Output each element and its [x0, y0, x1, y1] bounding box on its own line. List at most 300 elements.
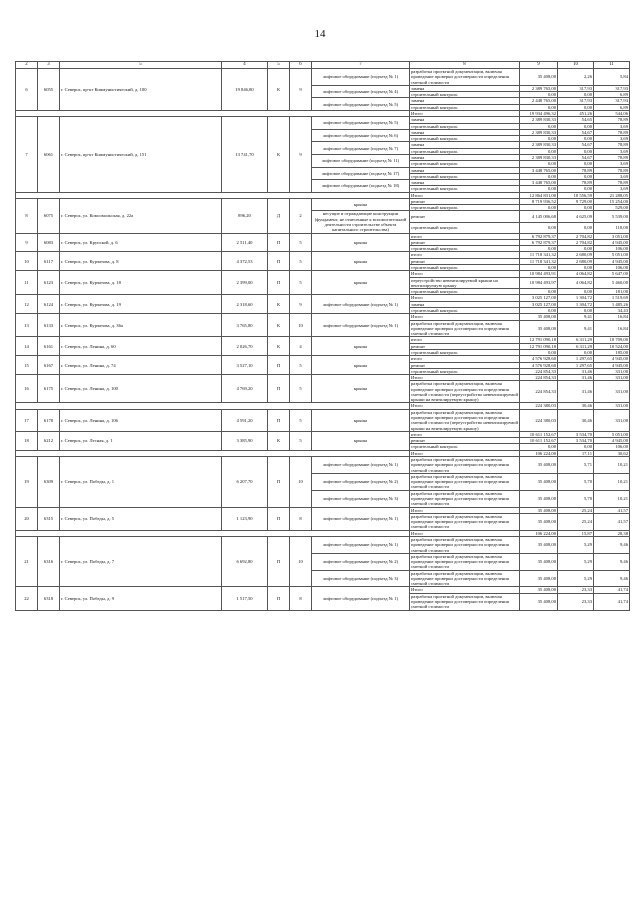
- building-address: г. Северск, ул. Победы, д. 1: [60, 457, 222, 508]
- service-description: строительный контроль: [410, 444, 520, 450]
- building-type: К: [268, 337, 290, 356]
- building-area: 4 769,20: [222, 375, 268, 403]
- building-id: 6167: [38, 356, 60, 375]
- building-id: 6123: [38, 271, 60, 295]
- service-description: строительный контроль: [410, 123, 520, 129]
- unit-cost-value: 0,00: [558, 265, 594, 271]
- service-description: ремонт: [410, 438, 520, 444]
- building-floors: 10: [290, 536, 312, 587]
- unit-cost-value: 0,00: [558, 289, 594, 295]
- service-description: разработка проектной документации, включая проведение проверки достоверности определения сметной стоимости: [410, 570, 520, 587]
- unit-cost-value: 2,26: [558, 69, 594, 86]
- cost-value: 12 791 090,18: [520, 343, 558, 349]
- cost-value: 35 408,00: [520, 69, 558, 86]
- building-id: 6178: [38, 409, 60, 431]
- cost-value: 4 576 928,60: [520, 362, 558, 368]
- unit-cost-value: 0,00: [558, 307, 594, 313]
- limit-cost-value: 16,84: [594, 320, 630, 337]
- header-cell: 8: [410, 62, 520, 69]
- cost-value: 6 792 879,37: [520, 233, 558, 239]
- service-description: ремонт: [410, 211, 520, 222]
- building-floors: 5: [290, 233, 312, 252]
- unit-cost-value: 0,00: [558, 136, 594, 142]
- unit-cost-value: 9,41: [558, 320, 594, 337]
- building-area: 4 372,53: [222, 252, 268, 271]
- building-address: г. Северск, ул. Комсомольская, д. 22а: [60, 198, 222, 233]
- building-area: 1 517,50: [222, 587, 268, 610]
- unit-cost-value: 0,00: [558, 161, 594, 167]
- limit-cost-value: 529,00: [594, 205, 630, 211]
- building-floors: 5: [290, 431, 312, 450]
- building-type: П: [268, 587, 290, 610]
- cost-value: 224 380,03: [520, 409, 558, 431]
- building-id: 6083: [38, 233, 60, 252]
- building-floors: 8: [290, 507, 312, 530]
- cost-value: 35 408,00: [520, 320, 558, 337]
- work-type: лифтовое оборудование (подъезд № 5): [312, 98, 410, 111]
- unit-cost-value: 2 704,82: [558, 233, 594, 239]
- cost-value: 0,00: [520, 92, 558, 98]
- limit-cost-value: 3,69: [594, 136, 630, 142]
- service-description: ремонт: [410, 198, 520, 204]
- limit-cost-value: 331,00: [594, 368, 630, 374]
- cost-value: 0,00: [520, 136, 558, 142]
- work-type: лифтовое оборудование (подъезд № 1): [312, 507, 410, 530]
- service-description: Итого: [410, 295, 520, 301]
- limit-cost-value: 3,69: [594, 123, 630, 129]
- building-type: К: [268, 431, 290, 450]
- limit-cost-value: 118,00: [594, 222, 630, 233]
- building-area: 896,20: [222, 198, 268, 233]
- cost-value: 0,00: [520, 349, 558, 355]
- cost-value: 12 791 090,18: [520, 337, 558, 343]
- work-type: лифтовое оборудование (подъезд № 2): [312, 473, 410, 490]
- work-type: лифтовое оборудование (подъезд № 2): [312, 553, 410, 570]
- work-type: несущие и ограждающие конструкции (фундамент, не отнесенные к вспомогательной деятельности строительстве объекта капитального строительства): [312, 211, 410, 233]
- service-description: ремонт: [410, 258, 520, 264]
- row-number: 22: [16, 587, 38, 610]
- service-description: строительный контроль: [410, 246, 520, 252]
- row-number: 15: [16, 356, 38, 375]
- header-cell: 6: [290, 62, 312, 69]
- building-area: 1 123,90: [222, 507, 268, 530]
- table-header-row: [16, 62, 630, 69]
- service-description: строительный контроль: [410, 265, 520, 271]
- service-description: замена: [410, 129, 520, 135]
- work-type: лифтовое оборудование (подъезд № 3): [312, 570, 410, 587]
- service-description: разработка проектной документации, включая проведение проверки достоверности определения сметной стоимости: [410, 536, 520, 553]
- header-cell: 7: [312, 62, 410, 69]
- cost-value: 3 025 127,00: [520, 295, 558, 301]
- row-number: 9: [16, 233, 38, 252]
- building-id: 6309: [38, 457, 60, 508]
- unit-cost-value: 23,33: [558, 587, 594, 593]
- unit-cost-value: 3 534,70: [558, 431, 594, 437]
- header-cell: 9: [520, 62, 558, 69]
- building-type: К: [268, 117, 290, 192]
- service-description: итого: [410, 252, 520, 258]
- work-type: лифтовое оборудование (подъезд № 3): [312, 490, 410, 507]
- unit-cost-value: 78,89: [558, 167, 594, 173]
- building-type: Д: [268, 198, 290, 233]
- service-description: замена: [410, 301, 520, 307]
- cost-value: 3 448 765,00: [520, 167, 558, 173]
- unit-cost-value: 31,46: [558, 381, 594, 403]
- building-area: 2 318,60: [222, 295, 268, 314]
- service-description: ремонт: [410, 239, 520, 245]
- work-type: крыша: [312, 431, 410, 450]
- building-address: г. Северск, ул. Ленина, д. 74: [60, 356, 222, 375]
- cost-value: 0,00: [520, 444, 558, 450]
- total-cost: 106 224,00: [520, 450, 558, 456]
- cost-value: 0,00: [520, 222, 558, 233]
- service-description: замена: [410, 142, 520, 148]
- limit-cost-value: 106,00: [594, 246, 630, 252]
- unit-cost-value: 0,00: [558, 246, 594, 252]
- unit-cost-value: 54,67: [558, 142, 594, 148]
- header-cell: 10: [558, 62, 594, 69]
- row-number: 10: [16, 252, 38, 271]
- cost-value: 0,00: [520, 246, 558, 252]
- cost-value: 0,00: [520, 205, 558, 211]
- cost-value: 10 611 152,67: [520, 438, 558, 444]
- service-description: замена: [410, 154, 520, 160]
- building-address: г. Северск, ул. Победы, д. 7: [60, 536, 222, 587]
- building-floors: 9: [290, 295, 312, 314]
- building-floors: 5: [290, 356, 312, 375]
- unit-cost-value: 9 729,00: [558, 198, 594, 204]
- row-number: 21: [16, 536, 38, 587]
- cost-value: 35 408,00: [520, 473, 558, 490]
- building-floors: 10: [290, 314, 312, 337]
- service-description: разработка проектной документации, включая проведение проверки достоверности определения сметной стоимости: [410, 513, 520, 530]
- building-floors: 5: [290, 252, 312, 271]
- building-area: 2 399,00: [222, 271, 268, 295]
- service-description: Итого: [410, 507, 520, 513]
- cost-value: 8 719 936,52: [520, 198, 558, 204]
- service-description: Итого: [410, 314, 520, 320]
- service-description: замена: [410, 85, 520, 91]
- limit-cost-value: 1 519,69: [594, 295, 630, 301]
- unit-cost-value: 5,71: [558, 457, 594, 474]
- service-description: строительный контроль: [410, 186, 520, 192]
- building-type: П: [268, 271, 290, 295]
- cost-value: 0,00: [520, 123, 558, 129]
- cost-value: 224 854,33: [520, 375, 558, 381]
- row-number: 13: [16, 314, 38, 337]
- building-floors: 9: [290, 69, 312, 111]
- limit-cost-value: 5 460,00: [594, 277, 630, 289]
- cost-value: 0,00: [520, 186, 558, 192]
- building-floors: 4: [290, 337, 312, 356]
- building-floors: 8: [290, 587, 312, 610]
- unit-cost-value: 6 311,29: [558, 343, 594, 349]
- work-type: лифтовое оборудование (подъезд № 4): [312, 85, 410, 98]
- building-type: П: [268, 507, 290, 530]
- service-description: разработка проектной документации, включая проведение проверки достоверности определения сметной стоимости: [410, 320, 520, 337]
- unit-cost-value: 2 680,09: [558, 258, 594, 264]
- limit-cost-value: 41,57: [594, 507, 630, 513]
- limit-cost-value: 78,89: [594, 167, 630, 173]
- unit-cost-value: 5,70: [558, 490, 594, 507]
- unit-cost-value: 1 304,72: [558, 301, 594, 307]
- building-address: г. Северск, ул. Курчатова, д. 18: [60, 271, 222, 295]
- building-area: 6 207,70: [222, 457, 268, 508]
- cost-value: 224 854,33: [520, 381, 558, 403]
- building-id: 6212: [38, 431, 60, 450]
- unit-cost-value: 78,89: [558, 180, 594, 186]
- work-type: крыша: [312, 252, 410, 271]
- limit-cost-value: 317,93: [594, 98, 630, 104]
- building-address: г. Северск, ул. Курчатова, д. 8: [60, 252, 222, 271]
- building-area: 2 511,40: [222, 233, 268, 252]
- cost-value: 35 408,00: [520, 490, 558, 507]
- limit-cost-value: 41,74: [594, 593, 630, 610]
- cost-value: 0,00: [520, 161, 558, 167]
- cost-value: 35 408,00: [520, 314, 558, 320]
- limit-cost-value: 3,69: [594, 161, 630, 167]
- table-row: [16, 409, 630, 431]
- service-description: ремонт: [410, 343, 520, 349]
- building-floors: 5: [290, 375, 312, 403]
- building-type: К: [268, 295, 290, 314]
- building-type: П: [268, 356, 290, 375]
- cost-value: 35 408,00: [520, 587, 558, 593]
- service-description: ремонт: [410, 362, 520, 368]
- limit-cost-value: 9,46: [594, 570, 630, 587]
- row-number: 16: [16, 375, 38, 403]
- limit-cost-value: 34,43: [594, 307, 630, 313]
- limit-cost-value: 15 254,00: [594, 198, 630, 204]
- work-type: лифтовое оборудование (подъезд № 5): [312, 117, 410, 130]
- limit-cost-value: 5 051,00: [594, 252, 630, 258]
- building-id: 6124: [38, 295, 60, 314]
- header-cell: 5: [268, 62, 290, 69]
- unit-cost-value: 9,41: [558, 314, 594, 320]
- table-row: [16, 536, 630, 553]
- service-description: строительный контроль: [410, 161, 520, 167]
- limit-cost-value: 185,00: [594, 349, 630, 355]
- limit-cost-value: 331,00: [594, 375, 630, 381]
- building-type: П: [268, 375, 290, 403]
- unit-cost-value: 30,46: [558, 409, 594, 431]
- building-address: г. Северск, ул. Курчатова, д. 36а: [60, 314, 222, 337]
- unit-cost-value: 54,67: [558, 154, 594, 160]
- limit-cost-value: 16,84: [594, 314, 630, 320]
- cost-value: 35 408,00: [520, 513, 558, 530]
- service-description: строительный контроль: [410, 205, 520, 211]
- table-row: [16, 457, 630, 474]
- building-address: г. Северск, ул. Победы, д. 5: [60, 507, 222, 530]
- work-type: крыша: [312, 356, 410, 375]
- unit-cost-value: 5,29: [558, 553, 594, 570]
- limit-cost-value: 4 945,00: [594, 239, 630, 245]
- cost-value: 0,00: [520, 104, 558, 110]
- building-area: 3 385,90: [222, 431, 268, 450]
- unit-cost-value: 1 297,65: [558, 356, 594, 362]
- row-number: 14: [16, 337, 38, 356]
- header-cell: 5: [60, 62, 222, 69]
- table-row: [16, 431, 630, 437]
- table-row: [16, 233, 630, 239]
- row-number: 12: [16, 295, 38, 314]
- limit-cost-value: 4 945,00: [594, 438, 630, 444]
- unit-cost-value: 1 297,65: [558, 362, 594, 368]
- row-number: 20: [16, 507, 38, 530]
- cost-value: 0,00: [520, 289, 558, 295]
- work-type: лифтовое оборудование (подъезд № 18): [312, 180, 410, 193]
- limit-cost-value: 10,21: [594, 457, 630, 474]
- unit-cost-value: 0,00: [558, 148, 594, 154]
- service-description: разработка проектной документации, включая проведение проверки достоверности определения сметной стоимости: [410, 473, 520, 490]
- table-body: [16, 62, 630, 611]
- cost-value: 2 389 830,33: [520, 142, 558, 148]
- building-id: 6061: [38, 117, 60, 192]
- total-unit-cost: 17,11: [558, 450, 594, 456]
- unit-cost-value: 0,00: [558, 186, 594, 192]
- cost-value: 10 984 493,91: [520, 271, 558, 277]
- service-description: замена: [410, 180, 520, 186]
- unit-cost-value: 0,00: [558, 444, 594, 450]
- limit-cost-value: 6,89: [594, 104, 630, 110]
- building-area: 4 591,20: [222, 409, 268, 431]
- limit-cost-value: 331,00: [594, 381, 630, 403]
- building-type: К: [268, 314, 290, 337]
- work-type: крыша: [312, 198, 410, 211]
- total-cost: 106 224,00: [520, 530, 558, 536]
- limit-cost-value: 4 945,00: [594, 362, 630, 368]
- building-id: 6133: [38, 314, 60, 337]
- building-address: г. Северск, ул. Ленина, д. 100: [60, 375, 222, 403]
- building-address: г. Северск, ул. Лесная, д. 1: [60, 431, 222, 450]
- total-label: Итого: [410, 110, 520, 116]
- limit-cost-value: 78,89: [594, 154, 630, 160]
- service-description: замена: [410, 167, 520, 173]
- table-row: [16, 356, 630, 362]
- work-type: лифтовое оборудование (подъезд № 6): [312, 129, 410, 142]
- building-area: 3 527,10: [222, 356, 268, 375]
- work-type: крыша: [312, 375, 410, 403]
- building-id: 6315: [38, 507, 60, 530]
- capital-repair-table: [15, 61, 630, 611]
- limit-cost-value: 1 485,26: [594, 301, 630, 307]
- unit-cost-value: 6 311,29: [558, 337, 594, 343]
- service-description: строительный контроль: [410, 136, 520, 142]
- limit-cost-value: 317,93: [594, 85, 630, 91]
- total-label: Итого: [410, 450, 520, 456]
- building-address: г. Северск, пр-кт Коммунистический, д. 100: [60, 69, 222, 111]
- cost-value: 35 408,00: [520, 507, 558, 513]
- total-limit-cost: 28,38: [594, 530, 630, 536]
- building-address: г. Северск, ул. Ленина, д. 106: [60, 409, 222, 431]
- unit-cost-value: 0,00: [558, 222, 594, 233]
- unit-cost-value: 4 064,82: [558, 277, 594, 289]
- service-description: Итого: [410, 375, 520, 381]
- service-description: разработка проектной документации, включая проведение проверки достоверности определения сметной стоимости: [410, 553, 520, 570]
- building-type: К: [268, 69, 290, 111]
- row-number: 18: [16, 431, 38, 450]
- cost-value: 35 408,00: [520, 570, 558, 587]
- service-description: замена: [410, 117, 520, 123]
- row-number: 11: [16, 271, 38, 295]
- building-area: 2 026,70: [222, 337, 268, 356]
- building-id: 6318: [38, 587, 60, 610]
- header-cell: 11: [594, 62, 630, 69]
- building-address: г. Северск, ул. Курчатова, д. 19: [60, 295, 222, 314]
- work-type: лифтовое оборудование (подъезд № 7): [312, 142, 410, 155]
- row-number: 19: [16, 457, 38, 508]
- cost-value: 35 408,00: [520, 553, 558, 570]
- table-row: [16, 337, 630, 343]
- limit-cost-value: 78,89: [594, 142, 630, 148]
- building-type: П: [268, 233, 290, 252]
- total-label: Итого: [410, 192, 520, 198]
- unit-cost-value: 0,00: [558, 104, 594, 110]
- building-id: 6055: [38, 69, 60, 111]
- building-area: 13 741,70: [222, 117, 268, 192]
- table-row: [16, 69, 630, 86]
- unit-cost-value: 0,00: [558, 92, 594, 98]
- service-description: итого: [410, 233, 520, 239]
- table-row: [16, 252, 630, 258]
- unit-cost-value: 54,65: [558, 117, 594, 123]
- unit-cost-value: 317,93: [558, 85, 594, 91]
- service-description: Итого: [410, 587, 520, 593]
- row-number: 7: [16, 117, 38, 192]
- limit-cost-value: 106,00: [594, 444, 630, 450]
- limit-cost-value: 331,00: [594, 409, 630, 431]
- total-cost: 12 864 831,00: [520, 192, 558, 198]
- cost-value: 35 408,00: [520, 593, 558, 610]
- limit-cost-value: 10,21: [594, 473, 630, 490]
- table-row: [16, 198, 630, 204]
- cost-value: 224 854,33: [520, 368, 558, 374]
- service-description: строительный контроль: [410, 368, 520, 374]
- cost-value: 2 389 765,00: [520, 85, 558, 91]
- unit-cost-value: 25,24: [558, 507, 594, 513]
- work-type: крыша: [312, 271, 410, 295]
- service-description: строительный контроль: [410, 148, 520, 154]
- building-address: г. Северск, ул. Ленина, д. 60: [60, 337, 222, 356]
- table-row: [16, 314, 630, 320]
- unit-cost-value: 4 064,82: [558, 271, 594, 277]
- service-description: итого: [410, 337, 520, 343]
- building-id: 6175: [38, 375, 60, 403]
- work-type: лифтовое оборудование (подъезд № 1): [312, 314, 410, 337]
- service-description: строительный контроль: [410, 92, 520, 98]
- limit-cost-value: 9,46: [594, 536, 630, 553]
- work-type: лифтовое оборудование (подъезд № 1): [312, 587, 410, 610]
- unit-cost-value: 0,00: [558, 173, 594, 179]
- total-unit-cost: 30,46: [558, 403, 594, 409]
- unit-cost-value: 23,33: [558, 593, 594, 610]
- cost-value: 11 718 341,32: [520, 258, 558, 264]
- total-cost: 224 380,03: [520, 403, 558, 409]
- cost-value: 3 025 127,00: [520, 301, 558, 307]
- total-limit-cost: 544,06: [594, 110, 630, 116]
- unit-cost-value: 25,24: [558, 513, 594, 530]
- service-description: итого: [410, 356, 520, 362]
- cost-value: 0,00: [520, 148, 558, 154]
- total-limit-cost: 30,62: [594, 450, 630, 456]
- cost-value: 2 389 830,33: [520, 154, 558, 160]
- building-area: 19 846,80: [222, 69, 268, 111]
- service-description: замена: [410, 98, 520, 104]
- cost-value: 35 408,00: [520, 536, 558, 553]
- limit-cost-value: 9,46: [594, 553, 630, 570]
- work-type: крыша: [312, 233, 410, 252]
- work-type: лифтовое оборудование (подъезд № 1): [312, 295, 410, 314]
